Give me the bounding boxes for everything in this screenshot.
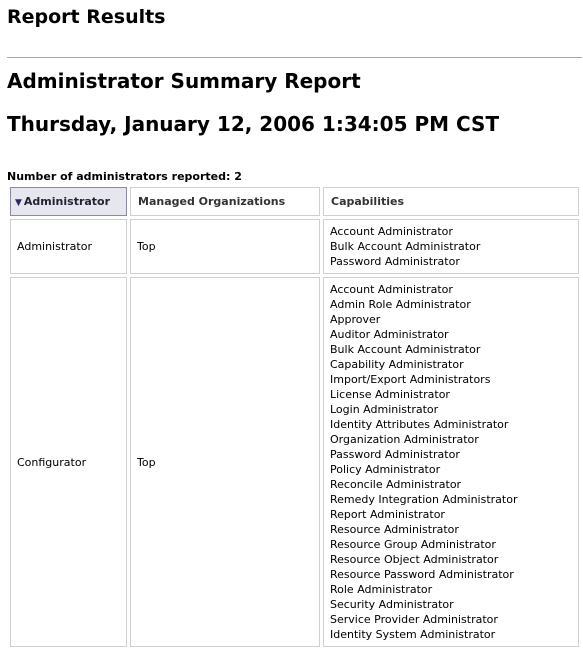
- capability-item: Resource Password Administrator: [330, 568, 514, 581]
- cell-capabilities: [323, 277, 579, 647]
- capability-item: Identity System Administrator: [330, 628, 496, 641]
- capability-item: Role Administrator: [330, 583, 433, 596]
- capability-item: Report Administrator: [330, 508, 445, 521]
- capability-item: Reconcile Administrator: [330, 478, 462, 491]
- capability-item: Remedy Integration Administrator: [330, 493, 518, 506]
- column-header-administrator[interactable]: [10, 187, 127, 216]
- table-header-row: [10, 187, 579, 216]
- column-header-capabilities-label: Capabilities: [331, 195, 405, 208]
- capability-list: [330, 282, 573, 642]
- column-header-managed-organizations[interactable]: [130, 187, 320, 216]
- column-header-capabilities[interactable]: [323, 187, 579, 216]
- capability-item: Account Administrator: [330, 225, 453, 238]
- cell-administrator-name: Administrator: [10, 219, 127, 274]
- table-row: [10, 219, 579, 274]
- capability-item: Auditor Administrator: [330, 328, 449, 341]
- capability-item: Approver: [330, 313, 381, 326]
- capability-item: Password Administrator: [330, 448, 460, 461]
- capability-item: Policy Administrator: [330, 463, 441, 476]
- capability-item: Password Administrator: [330, 255, 460, 268]
- capability-item: License Administrator: [330, 388, 450, 401]
- title-divider: [7, 57, 582, 58]
- capability-item: Capability Administrator: [330, 358, 464, 371]
- capability-item: Resource Group Administrator: [330, 538, 496, 551]
- capability-list: [330, 224, 573, 269]
- capability-item: Admin Role Administrator: [330, 298, 471, 311]
- admin-count-label: Number of administrators reported: 2: [7, 170, 242, 183]
- capability-item: Resource Administrator: [330, 523, 459, 536]
- report-date: Thursday, January 12, 2006 1:34:05 PM CST: [7, 112, 500, 136]
- capability-item: Identity Attributes Administrator: [330, 418, 509, 431]
- capability-item: Resource Object Administrator: [330, 553, 499, 566]
- capability-item: Bulk Account Administrator: [330, 343, 481, 356]
- table-row: [10, 277, 579, 647]
- column-header-administrator-label: Administrator: [23, 195, 111, 208]
- capability-item: Bulk Account Administrator: [330, 240, 481, 253]
- cell-managed-organization: Top: [130, 277, 320, 647]
- capability-item: Organization Administrator: [330, 433, 479, 446]
- capability-item: Account Administrator: [330, 283, 453, 296]
- capability-item: Import/Export Administrators: [330, 373, 491, 386]
- report-title: Administrator Summary Report: [7, 69, 361, 93]
- capability-item: Security Administrator: [330, 598, 454, 611]
- cell-capabilities: [323, 219, 579, 274]
- page-title: Report Results: [7, 6, 166, 28]
- cell-managed-organization: Top: [130, 219, 320, 274]
- capability-item: Service Provider Administrator: [330, 613, 498, 626]
- column-header-managed-organizations-label: Managed Organizations: [138, 195, 286, 208]
- administrator-table: [7, 184, 582, 650]
- cell-administrator-name: Configurator: [10, 277, 127, 647]
- capability-item: Login Administrator: [330, 403, 439, 416]
- sort-descending-icon: ▼: [15, 198, 22, 208]
